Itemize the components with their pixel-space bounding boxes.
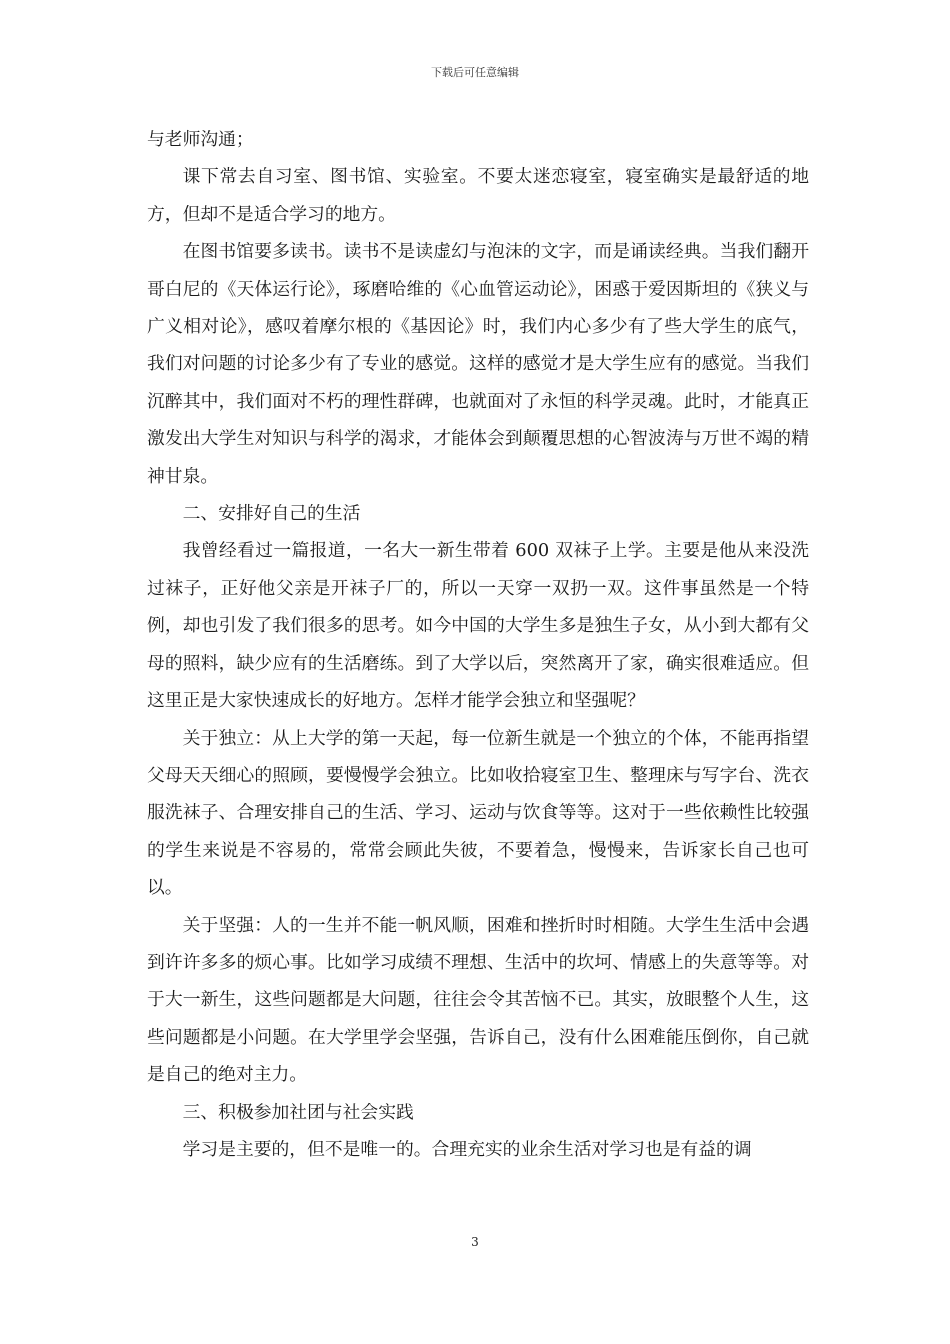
paragraph: 学习是主要的，但不是唯一的。合理充实的业余生活对学习也是有益的调 — [182, 1138, 752, 1160]
document-body — [147, 121, 809, 1168]
paragraph: 课下常去自习室、图书馆、实验室。不要太迷恋寝室，寝室确实是最舒适的地方，但却不是适合学习的地方。 — [147, 166, 809, 225]
paragraph: 与老师沟通； — [147, 129, 254, 150]
page-header: 下载后可任意编辑 — [431, 66, 519, 79]
paragraph: 在图书馆要多读书。读书不是读虚幻与泡沫的文字，而是诵读经典。当我们翻开哥白尼的《天体运行论》，琢磨哈维的《心血管运动论》，困惑于爱因斯坦的《狭义与广义相对论》，感叹着摩尔根的《基因论》时，我们内心多少有了些大学生的底气，我们对问题的讨论多少有了专业的感觉。这样的感觉才是大学生应有的感觉。当我们沉醉其中，我们面对不朽的理性群碑，也就面对了永恒的科学灵魂。此时，才能真正激发出大学生对知识与科学的渴求，才能体会到颠覆思想的心智波涛与万世不竭的精神甘泉。 — [147, 241, 809, 487]
section-heading: 三、积极参加社团与社会实践 — [182, 1101, 414, 1123]
paragraph: 关于坚强：人的一生并不能一帆风顺，困难和挫折时时相随。大学生生活中会遇到许许多多的烦心事。比如学习成绩不理想、生活中的坎坷、情感上的失意等等。对于大一新生，这些问题都是大问题，往往会令其苦恼不已。其实，放眼整个人生，这些问题都是小问题。在大学里学会坚强，告诉自己，没有什么困难能压倒你，自己就是自己的绝对主力。 — [147, 914, 809, 1086]
section-heading: 二、安排好自己的生活 — [182, 503, 361, 525]
page-number: 3 — [471, 1235, 479, 1249]
paragraph: 我曾经看过一篇报道，一名大一新生带着 600 双袜子上学。主要是他从来没洗过袜子，正好他父亲是开袜子厂的，所以一天穿一双扔一双。这件事虽然是一个特例，却也引发了我们很多的思考。如今中国的大学生多是独生子女，从小到大都有父母的照料，缺少应有的生活磨练。到了大学以后，突然离开了家，确实很难适应。但这里正是大家快速成长的好地方。怎样才能学会独立和坚强呢？ — [147, 540, 809, 712]
paragraph: 关于独立：从上大学的第一天起，每一位新生就是一个独立的个体，不能再指望父母天天细心的照顾，要慢慢学会独立。比如收拾寝室卫生、整理床与写字台、洗衣服洗袜子、合理安排自己的生活、学习、运动与饮食等等。这对于一些依赖性比较强的学生来说是不容易的，常常会顾此失彼，不要着急，慢慢来，告诉家长自己也可以。 — [147, 727, 809, 899]
